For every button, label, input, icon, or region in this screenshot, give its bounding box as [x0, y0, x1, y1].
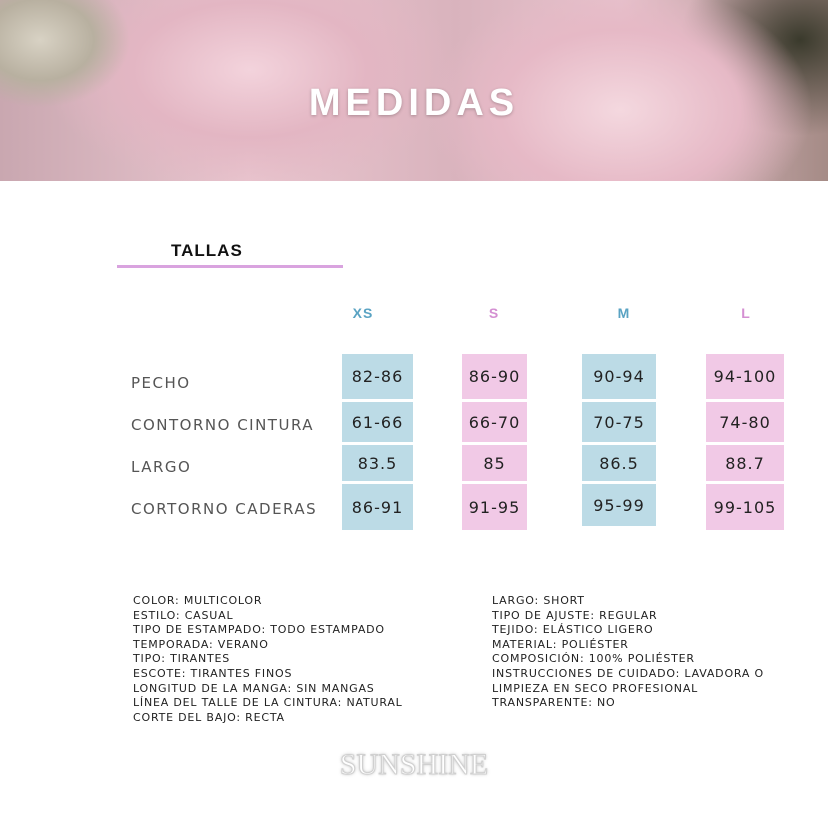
row-label-cintura: CONTORNO CINTURA — [131, 416, 315, 434]
detail-line: ESTILO: CASUAL — [133, 608, 234, 622]
size-cell: 74-80 — [706, 402, 784, 442]
detail-line: LARGO: SHORT — [492, 594, 585, 607]
detail-line: TEMPORADA: VERANO — [133, 637, 269, 651]
detail-line: TIPO: TIRANTES — [133, 652, 231, 666]
size-cell: 70-75 — [582, 402, 656, 442]
size-cell: 91-95 — [462, 484, 527, 530]
detail-line: INSTRUCCIONES DE CUIDADO: LAVADORA O — [492, 666, 764, 680]
size-header-s: S — [488, 305, 500, 321]
size-header-l: L — [741, 305, 751, 321]
details-left — [133, 594, 403, 725]
size-cell: 85 — [462, 445, 527, 481]
detail-line: ESCOTE: TIRANTES FINOS — [133, 666, 293, 680]
row-label-largo: LARGO — [131, 458, 192, 476]
size-cell: 99-105 — [706, 484, 784, 530]
detail-line: LONGITUD DE LA MANGA: SIN MANGAS — [133, 681, 375, 695]
hero-banner — [0, 0, 828, 181]
detail-line: TIPO DE ESTAMPADO: TODO ESTAMPADO — [133, 623, 385, 637]
detail-line: COLOR: MULTICOLOR — [133, 594, 263, 607]
size-header-xs: XS — [352, 305, 374, 321]
page-title: MEDIDAS — [308, 82, 520, 124]
detail-line: TEJIDO: ELÁSTICO LIGERO — [492, 623, 654, 637]
detail-line: TRANSPARENTE: NO — [492, 696, 616, 710]
row-label-caderas: CORTORNO CADERAS — [131, 500, 318, 518]
size-header-m: M — [617, 305, 631, 321]
size-cell: 90-94 — [582, 354, 656, 399]
size-cell: 61-66 — [342, 402, 413, 442]
size-cell: 95-99 — [582, 484, 656, 526]
brand-watermark: SUNSHINE — [339, 748, 489, 781]
detail-line: MATERIAL: POLIÉSTER — [492, 637, 629, 651]
sizes-title-underline — [117, 265, 343, 268]
row-label-pecho: PECHO — [131, 374, 191, 392]
size-cell: 86.5 — [582, 445, 656, 481]
size-cell: 82-86 — [342, 354, 413, 399]
size-cell: 88.7 — [706, 445, 784, 481]
detail-line: COMPOSICIÓN: 100% POLIÉSTER — [492, 652, 695, 666]
size-cell: 86-90 — [462, 354, 527, 399]
size-cell: 83.5 — [342, 445, 413, 481]
detail-line: TIPO DE AJUSTE: REGULAR — [492, 608, 658, 622]
sizes-title: TALLAS — [171, 241, 243, 260]
size-cell: 94-100 — [706, 354, 784, 399]
size-cell: 86-91 — [342, 484, 413, 530]
size-cell: 66-70 — [462, 402, 527, 442]
detail-line: LIMPIEZA EN SECO PROFESIONAL — [492, 681, 699, 695]
detail-line: CORTE DEL BAJO: RECTA — [133, 710, 285, 724]
detail-line: LÍNEA DEL TALLE DE LA CINTURA: NATURAL — [133, 696, 403, 710]
details-right — [492, 594, 764, 711]
